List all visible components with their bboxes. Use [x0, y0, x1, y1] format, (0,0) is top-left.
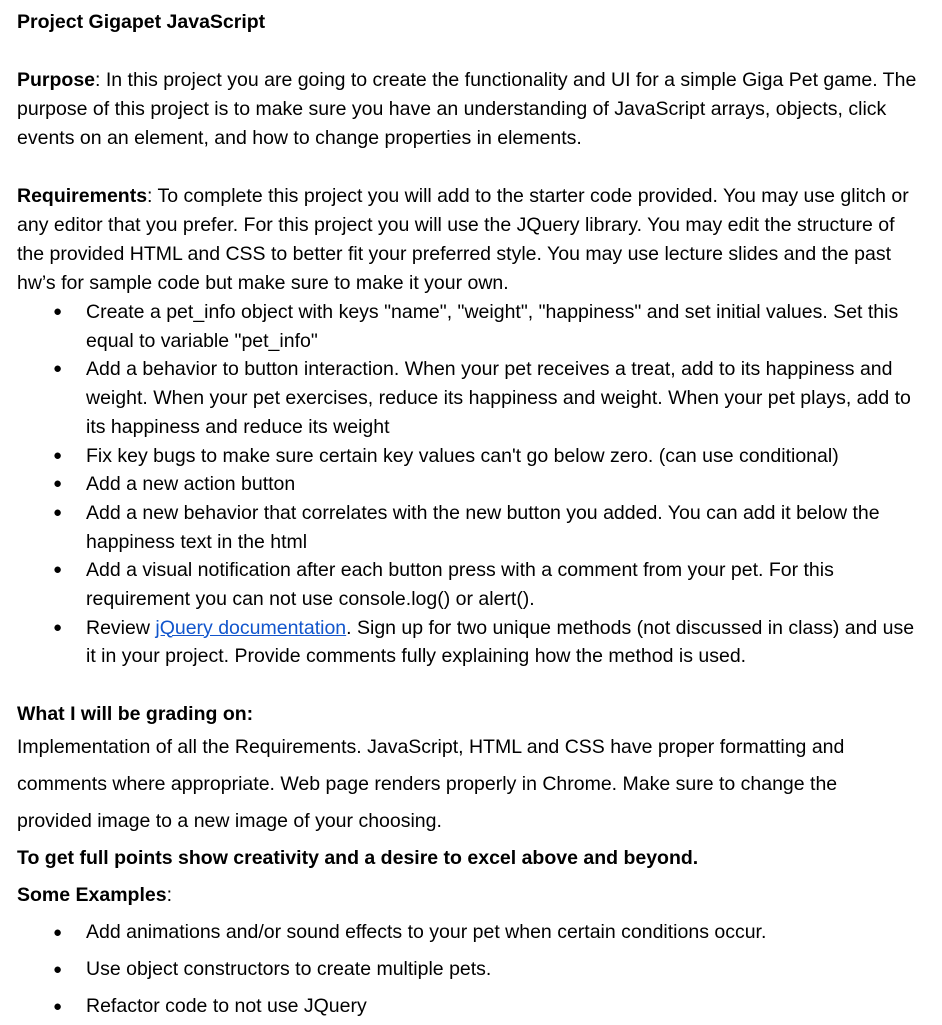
examples-heading [17, 877, 927, 914]
examples-colon: : [166, 884, 172, 907]
bullet-icon: ● [53, 618, 63, 636]
grading-heading: What I will be grading on: [17, 703, 254, 726]
purpose-label: Purpose [17, 69, 96, 91]
list-item-text: Add a behavior to button interaction. When your pet receives a treat, add to its happiness and weight. When your pet exercises, reduce its happiness and weight. When your pet plays, add to its happiness and reduce its weight [86, 358, 911, 438]
list-item [17, 470, 927, 499]
list-item-text: Add animations and/or sound effects to your pet when certain conditions occur. [86, 921, 767, 944]
review-prefix: Review [86, 616, 156, 639]
list-item-text: Add a visual notification after each button press with a comment from your pet. For this requirement you can not use console.log() or alert(). [86, 559, 834, 611]
grading-line-2: comments where appropriate. Web page renders properly in Chrome. Make sure to change the [17, 773, 838, 796]
list-item-text: Refactor code to not use JQuery [86, 995, 367, 1018]
list-item [17, 499, 927, 556]
grading-line-1: Implementation of all the Requirements. JavaScript, HTML and CSS have proper formatting and [17, 736, 845, 759]
bullet-icon: ● [53, 303, 63, 320]
list-item-text: Add a new behavior that correlates with the new button you added. You can add it below the happiness text in the html [86, 501, 880, 553]
bullet-icon: ● [53, 503, 63, 521]
examples-label: Some Examples [17, 884, 167, 907]
requirements-label: Requirements [17, 185, 148, 207]
list-item [17, 355, 927, 441]
spacer [17, 153, 927, 182]
list-item-text: Create a pet_info object with keys "name", "weight", "happiness" and set initial values. Set this equal to variable "pet_info" [86, 301, 899, 352]
grading-line-3: provided image to a new image of your choosing. [17, 810, 442, 833]
purpose-paragraph [17, 66, 927, 153]
list-item-text: Add a new action button [86, 473, 296, 496]
full-points-statement: To get full points show creativity and a desire to excel above and beyond. [17, 847, 699, 870]
bullet-icon: ● [53, 924, 63, 942]
list-item-text: Fix key bugs to make sure certain key values can't go below zero. (can use conditional) [86, 444, 839, 467]
bullet-icon: ● [53, 475, 63, 493]
jquery-documentation-link[interactable]: jQuery documentation [155, 616, 347, 639]
purpose-text: : In this project you are going to create the functionality and UI for a simple Giga Pet game. The purpose of this project is to make sure you have an understanding of JavaScript arrays, objects, click events on an element, and how to change properties in elements. [17, 69, 917, 149]
list-item-text: Use object constructors to create multiple pets. [86, 958, 492, 981]
list-item [17, 988, 927, 1025]
requirements-list [17, 298, 927, 671]
requirements-text: : To complete this project you will add to the starter code provided. You may use glitch or any editor that you prefer. For this project you will use the JQuery library. You may edit the structure of the provided HTML and CSS to better fit your preferred style. You may use lecture slides and the past hw’s for sample code but make sure to make it your own. [17, 185, 909, 294]
bullet-icon: ● [53, 360, 63, 378]
bullet-icon: ● [53, 998, 63, 1016]
review-suffix: . Sign up for two unique methods (not discussed in class) and use it in your project. Provide comments fully explaining how the method is used. [86, 616, 915, 668]
examples-list [17, 914, 927, 1025]
bullet-icon: ● [53, 961, 63, 979]
list-item-review [17, 614, 927, 671]
requirements-paragraph [17, 182, 927, 298]
document-title: Project Gigapet JavaScript [17, 11, 266, 33]
list-item [17, 951, 927, 988]
list-item [17, 556, 927, 613]
list-item [17, 298, 927, 355]
list-item [17, 914, 927, 951]
list-item [17, 442, 927, 471]
bullet-icon: ● [53, 446, 63, 464]
bullet-icon: ● [53, 561, 63, 579]
